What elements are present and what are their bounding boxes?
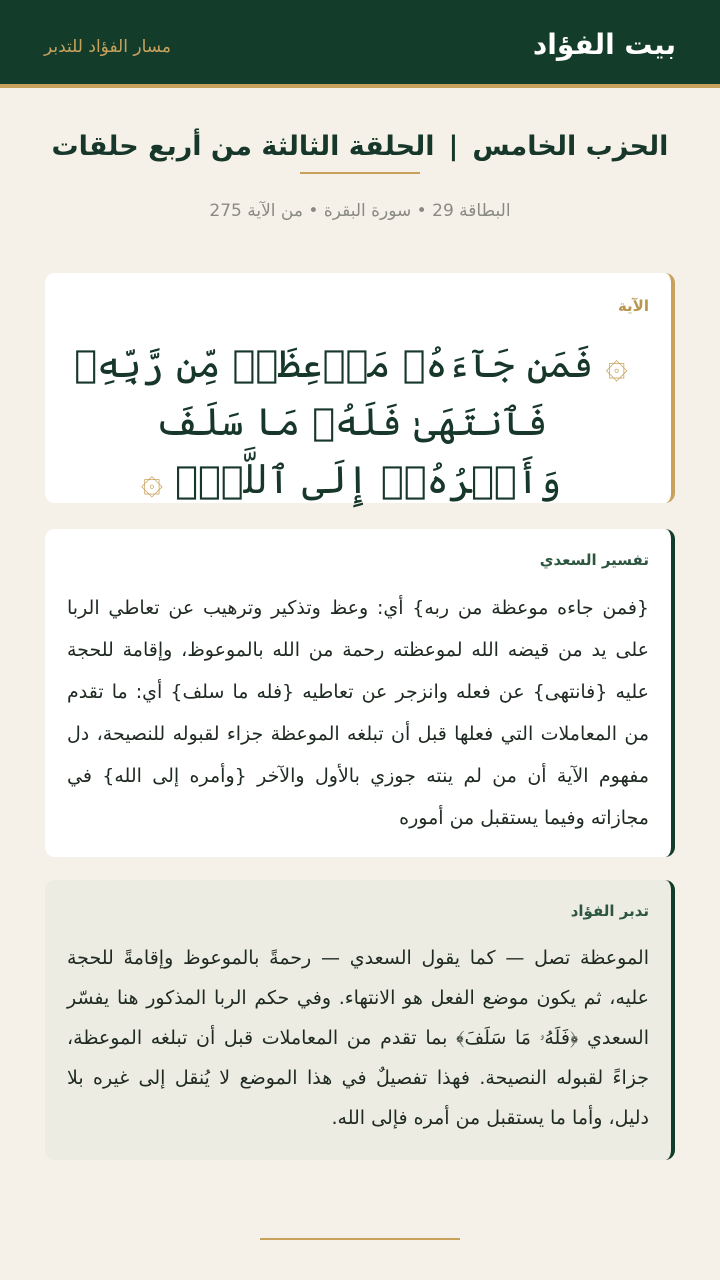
tadabbur-label: تدبر الفؤاد [570,902,649,920]
page-title [0,128,720,166]
tadabbur-card [45,880,675,1160]
ayah-close-ornament: ۞ [140,458,164,502]
tafsir-text: {فمن جاءه موعظة من ربه} أي: وعظ وتذكير وترهيب عن تعاطي الربا على يد من قيضه الله لموعظته رحمة من الله بالموعوظ، وإقامة للحجة عليه {فانتهى} عن فعله وانزجر عن تعاطيه {فله ما سلف} أي: ما تقدم من المعاملات التي فعلها قبل أن تبلغه الموعظة جزاء لقبوله للنصيحة، دل مفهوم الآية أن من لم ينته جوزي بالأول والآخر {وأمره إلى الله} في مجازاته وفيما يستقبل من أموره [67,597,649,829]
app-header [0,0,720,88]
title-separator: | [448,131,459,162]
hizb-title: الحزب الخامس [472,131,669,162]
tadabbur-text: الموعظة تصل — كما يقول السعدي — رحمةً بالموعوظ وإقامةً للحجة عليه، ثم يكون موضع الفعل هو الانتهاء. وفي حكم الربا المذكور هنا يفسّر السعدي ﴿فَلَهُۥ مَا سَلَفَ﴾ بما تقدم من المعاملات قبل أن تبلغه الموعظة، جزاءً لقبوله النصيحة. فهذا تفصيلٌ في هذا الموضع لا يُنقل إلى غيره بلا دليل، وأما ما يستقبل من أمره فإلى الله. [67,947,649,1129]
episode-title: الحلقة الثالثة من أربع حلقات [51,131,435,162]
footer-divider [260,1238,460,1240]
ayah-text [65,335,637,509]
title-divider [300,172,420,174]
ayah-verse: فَمَن جَآءَهُۥ مَوۡعِظَةٞ مِّن رَّبِّهِۦ فَٱنتَهَىٰ فَلَهُۥ مَا سَلَفَ وَأَمۡرُهُۥٓ إِلَى ٱللَّهِۖ [74,342,594,502]
tafsir-card [45,529,675,857]
tafsir-label: تفسير السعدي [539,551,649,569]
ayah-open-ornament: ۞ [605,342,628,386]
brand-title[interactable]: بيت الفؤاد [532,28,676,61]
card-meta: البطاقة 29 • سورة البقرة • من الآية 275 [209,201,511,221]
ayah-label: الآية [617,297,649,315]
ayah-card [45,273,675,503]
contemplation-path-link[interactable]: مسار الفؤاد للتدبر [44,37,172,57]
